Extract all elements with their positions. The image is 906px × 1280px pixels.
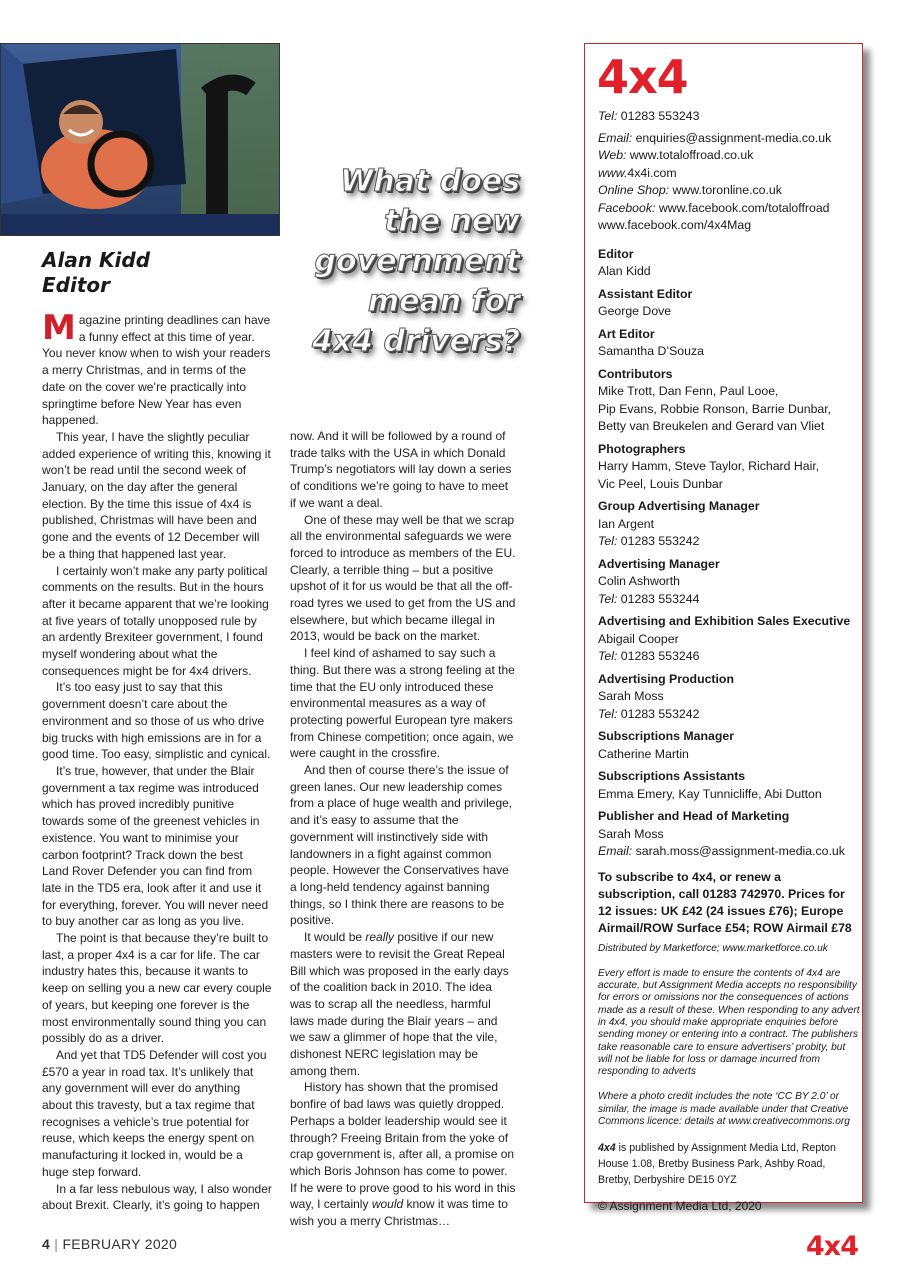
staff-role <box>598 286 860 321</box>
role-person: Mike Trott, Dan Fenn, Paul Looe, <box>598 384 779 398</box>
article-paragraph: I feel kind of ashamed to say such a thing. But there was a strong feeling at the time that the EU only introduced these environmental measures as a way of protecting powerful European tyre makers from Chinese competition; once again, we were caught in the crossfire. <box>290 646 515 761</box>
role-person: Catherine Martin <box>598 746 689 761</box>
staff-role <box>598 498 860 551</box>
article-paragraph: This year, I have the slightly peculiar added experience of writing this, knowing it won’t be read until the second week of January, on the day after the general election. By the time this issue of 4x4 is published, Christmas will have been and gone and the events of 12 December will be a thing that happened last year. <box>42 429 271 561</box>
headline-line: What does <box>340 164 520 199</box>
contact-row: Web: www.totaloffroad.co.uk <box>598 148 754 162</box>
role-title: Advertising Production <box>598 671 734 686</box>
web-link[interactable]: www.totaloffroad.co.uk <box>629 148 754 162</box>
role-person: George Dove <box>598 304 672 318</box>
role-title: Subscriptions Assistants <box>598 769 746 783</box>
email-link[interactable]: enquiries@assignment-media.co.uk <box>635 130 832 145</box>
contact-list <box>598 108 860 235</box>
page-number: 4 <box>42 1236 51 1252</box>
publisher-info: 4x4 is published by Assignment Media Ltd, Repton House 1.08, Bretby Business Park, Ashby Road, Bretby, Derbyshire DE15 0YZ <box>598 1142 836 1187</box>
brand-logo: 4x4 <box>597 50 688 104</box>
staff-role <box>598 556 860 609</box>
contact-row: Tel: 01283 553243 <box>598 109 700 123</box>
role-contact: Tel: 01283 553242 <box>598 706 700 721</box>
role-title: Advertising Manager <box>598 556 720 571</box>
staff-role <box>598 728 860 763</box>
article-paragraph: History has shown that the promised bonfire of bad laws was quietly dropped. Perhaps a bolder leadership would see it through? Freeing Britain from the yoke of crap government is, after all, a promise on which Boris Johnson has come to power. If he were to prove good to his word in this way, I certainly would know it was time to wish you a merry Christmas… <box>290 1080 516 1229</box>
role-title: Assistant Editor <box>598 286 693 301</box>
role-person: Sarah Moss <box>598 689 664 703</box>
role-person: Abigail Cooper <box>598 631 679 646</box>
headline-line: mean for <box>367 284 520 319</box>
staff-role <box>598 671 860 724</box>
role-contact: Tel: 01283 553244 <box>598 591 700 606</box>
article-paragraph: It’s true, however, that under the Blair government a tax regime was introduced which has proved incredibly punitive towards some of the greenest vehicles in existence. You want to minimise your carbon footprint? Track down the best Land Rover Defender you can find from late in the TD5 era, look after it and use it for everything, forever. You will never need to buy another car as long as you live. <box>42 763 269 929</box>
article-paragraph: Magazine printing deadlines can have a funny effect at this time of year. You never know when to wish your readers a merry Christmas, and in terms of the date on the cover we’re practically into springtime before New Year has even happened. <box>42 308 271 428</box>
role-person: Ian Argent <box>598 516 655 531</box>
staff-role <box>598 441 860 494</box>
headline <box>295 162 520 362</box>
distribution-note: Distributed by Marketforce; www.marketforce.co.uk <box>598 942 828 954</box>
article-paragraph: The point is that because they’re built to last, a proper 4x4 is a car for life. The car industry hates this, because it wants to keep on selling you a new car every couple of years, but keeping one forever is the most environmentally sound thing you can possibly do as a driver. <box>42 931 272 1046</box>
article-paragraph: It would be really positive if our new masters were to revisit the Great Repeal Bill which was proposed in the early days of the coalition back in 2010. The idea was to scrap all the needless, harmful laws made during the Blair years – and we saw a glimmer of hope that the vile, dishonest NERC legislation may be among them. <box>290 930 509 1078</box>
editor-byline <box>42 248 150 298</box>
headline-line: government <box>314 244 520 279</box>
role-title: Group Advertising Manager <box>598 499 760 513</box>
role-contact: Tel: 01283 553246 <box>598 649 700 663</box>
role-person: Emma Emery, Kay Tunnicliffe, Abi Dutton <box>598 786 822 801</box>
editor-photo <box>0 43 280 236</box>
article-paragraph: One of these may well be that we scrap all the environmental safeguards we were forced to introduce as members of the EU. Clearly, a terrible thing – but a positive upshot of it for us would be that all the off-road tyres we used to get from the US and elsewhere, but which became illegal in 2013, would be back on the market. <box>290 512 516 644</box>
shop-link[interactable]: www.toronline.co.uk <box>672 183 782 197</box>
masthead-panel <box>584 43 863 1214</box>
role-title: Photographers <box>598 441 686 456</box>
role-person: Alan Kidd <box>598 264 651 278</box>
contact-row: Online Shop: www.toronline.co.uk <box>598 183 782 197</box>
editor-role: Editor <box>42 273 110 297</box>
role-person: Betty van Breukelen and Gerard van Vliet <box>598 419 825 433</box>
footer-separator: | <box>54 1236 59 1252</box>
facebook-link[interactable]: www.facebook.com/4x4Mag <box>598 218 752 232</box>
staff-role <box>598 326 860 361</box>
staff-list <box>598 246 860 861</box>
article-paragraph: now. And it will be followed by a round of trade talks with the USA in which Donald Trump’s negotiators will lay down a series of conditions we’re going to have to meet if we want a deal. <box>290 429 512 510</box>
headline-line: the new <box>384 204 520 239</box>
role-title: Subscriptions Manager <box>598 729 734 743</box>
staff-role <box>598 246 860 281</box>
masthead-content <box>598 108 860 1216</box>
role-person: Sarah Moss <box>598 826 664 841</box>
facebook-link[interactable]: www.facebook.com/totaloffroad <box>658 200 830 215</box>
article-paragraph: And then of course there’s the issue of green lanes. Our new leadership comes from a place of huge wealth and privilege, and it’s easy to assume that the government will instinctively side with landowners in a fight against common people. However the Conservatives have a long-held tendency against banning things, so I think there are reasons to be positive. <box>290 763 513 928</box>
role-title: Art Editor <box>598 326 655 341</box>
footer-logo: 4x4 <box>806 1231 858 1262</box>
role-contact: Tel: 01283 553242 <box>598 534 700 548</box>
article-column-1 <box>42 308 272 1214</box>
article-column-2 <box>290 428 516 1230</box>
email-link[interactable]: sarah.moss@assignment-media.co.uk <box>635 844 845 858</box>
article-paragraph: In a far less nebulous way, I also wonder about Brexit. Clearly, it’s going to happen <box>42 1181 272 1213</box>
drop-cap: M <box>42 308 76 348</box>
role-person: Colin Ashworth <box>598 574 681 588</box>
staff-role <box>598 613 860 666</box>
issue-date: FEBRUARY 2020 <box>62 1236 178 1252</box>
staff-role <box>598 366 860 436</box>
role-title: Editor <box>598 246 634 261</box>
web-link[interactable]: 4x4i.com <box>627 165 677 180</box>
contact-row: www.4x4i.com <box>598 165 677 180</box>
photo-credit-note: Where a photo credit includes the note ‘CC BY 2.0’ or similar, the image is made available under that Creative Commons licence: details at www.creativecommons.org <box>598 1091 850 1128</box>
role-person: Vic Peel, Louis Dunbar <box>598 476 723 491</box>
role-title: Contributors <box>598 366 673 381</box>
role-person: Pip Evans, Robbie Ronson, Barrie Dunbar, <box>598 401 832 416</box>
role-contact: Email: sarah.moss@assignment-media.co.uk <box>598 844 845 858</box>
role-person: Samantha D’Souza <box>598 344 704 358</box>
subscription-info: To subscribe to 4x4, or renew a subscription, call 01283 742970. Prices for 12 issues: UK £42 (24 issues £76); Europe Airmail/ROW Surface £54; ROW Airmail £78 <box>598 869 852 935</box>
contact-row <box>598 217 860 235</box>
disclaimer: Every effort is made to ensure the contents of 4x4 are accurate, but Assignment Media accepts no responsibility for errors or omissions nor the consequences of actions made as a result of these. When responding to any advert in 4x4, you should make appropriate enquiries before sending money or entering into a contract. The publishers take reasonable care to ensure advertisers’ probity, but will not be liable for loss or damage incurred from responding to adverts <box>598 967 860 1078</box>
article-paragraph: It’s too easy just to say that this government doesn’t care about the environment and so those of us who drive big trucks with high emissions are in for a good time. Too easy, simplistic and cynical. <box>42 680 271 762</box>
staff-role <box>598 808 860 861</box>
staff-role <box>598 768 860 803</box>
page-footer <box>42 1236 177 1252</box>
article-paragraph: And yet that TD5 Defender will cost you £570 a year in road tax. It’s unlikely that any government will ever do anything about this travesty, but a tax regime that recognises a vehicle’s true potential for reuse, which keeps the energy spent on manufacturing it locked in, would be a huge step forward. <box>42 1047 267 1179</box>
editor-name: Alan Kidd <box>42 248 151 272</box>
role-title: Advertising and Exhibition Sales Executive <box>598 614 851 628</box>
contact-row: Email: enquiries@assignment-media.co.uk <box>598 130 832 145</box>
headline-line: 4x4 drivers? <box>311 324 520 359</box>
contact-row: Facebook: www.facebook.com/totaloffroad <box>598 200 830 215</box>
role-person: Harry Hamm, Steve Taylor, Richard Hair, <box>598 459 820 473</box>
role-title: Publisher and Head of Marketing <box>598 809 790 823</box>
copyright: © Assignment Media Ltd, 2020 <box>598 1199 762 1214</box>
article-paragraph: I certainly won’t make any party political comments on the results. But in the hours after it became apparent that we’re looking at five years of totally unopposed rule by an ardently Brexiteer government, I found myself wondering about what the consequences might be for 4x4 drivers. <box>42 563 269 678</box>
